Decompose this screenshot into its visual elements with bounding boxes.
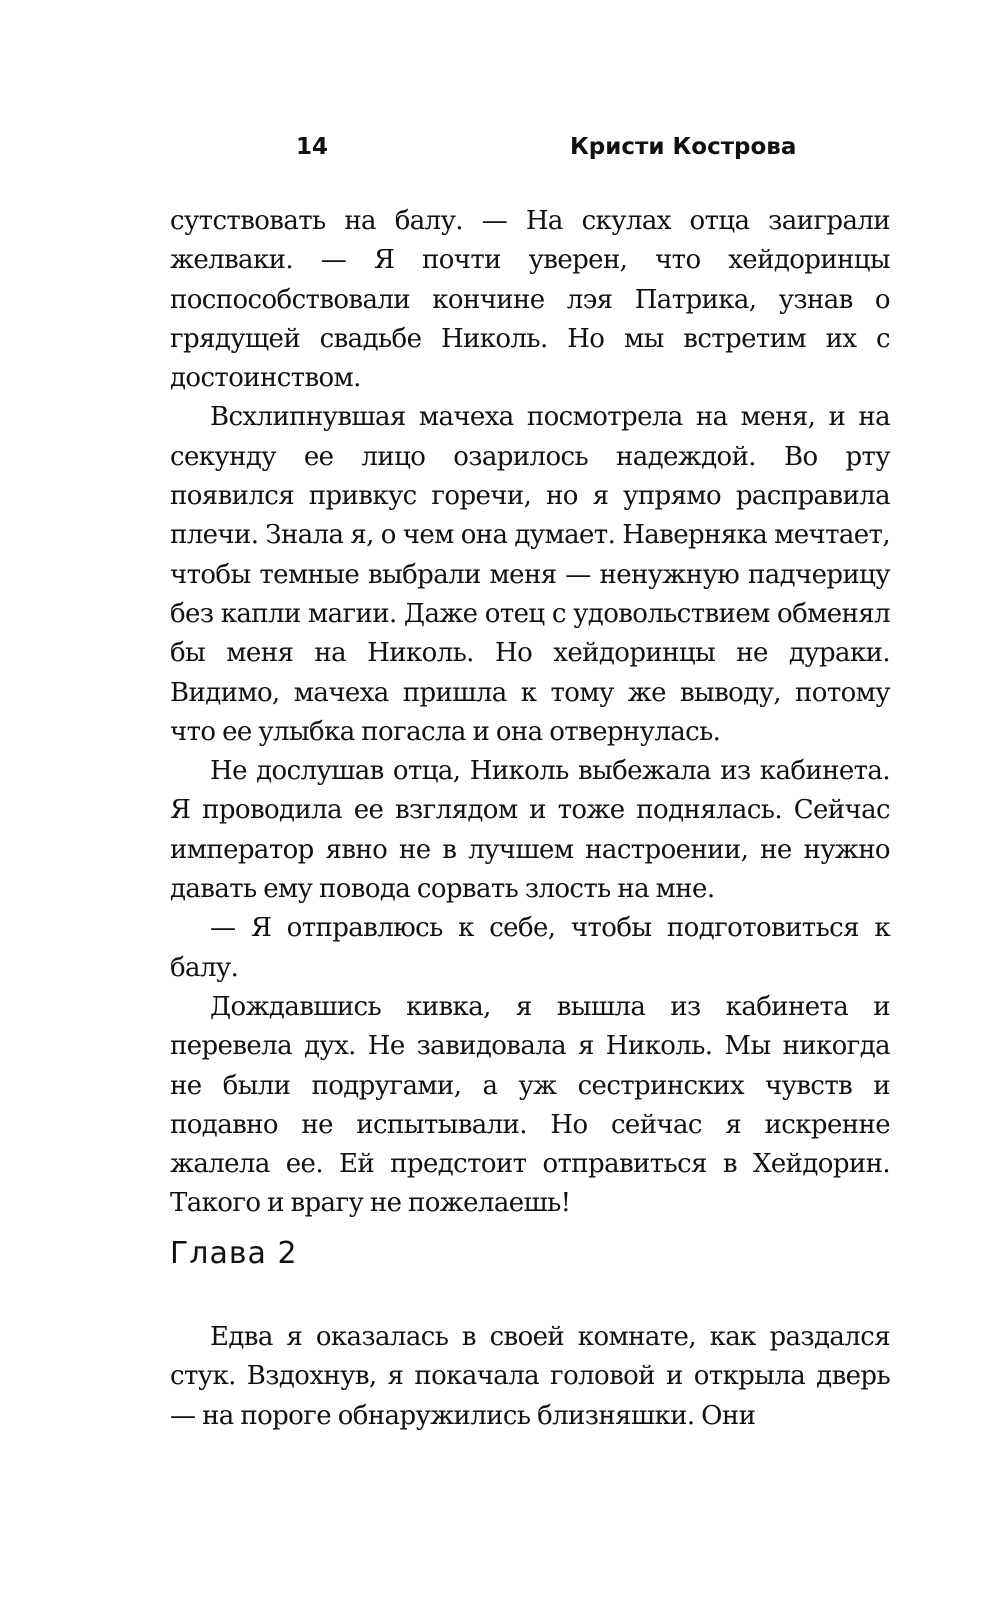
chapter-body-text [170, 1318, 890, 1436]
running-title-author: Кристи Кострова [570, 134, 797, 160]
page-number: 14 [296, 134, 329, 160]
paragraph: Не дослушав отца, Николь выбежала из кабинета. Я проводила ее взглядом и тоже поднялась. Сейчас император явно не в лучшем настроении, не нужно давать ему повода сорвать злость на мне. [170, 756, 890, 905]
chapter-heading: Глава 2 [170, 1236, 298, 1271]
paragraph: Всхлипнувшая мачеха посмотрела на меня, и на секунду ее лицо озарилось надеждой. Во рту появился привкус горечи, но я упрямо расправила плечи. Знала я, о чем она думает. Наверняка мечтает, чтобы темные выбрали меня — ненужную падчерицу без капли магии. Даже отец с удовольствием обменял бы меня на Николь. Но хейдоринцы не дураки. Видимо, мачеха пришла к тому же выводу, потому что ее улыбка погасла и она отвернулась. [170, 402, 890, 747]
paragraph-continued: сутствовать на балу. — На скулах отца заиграли желваки. — Я почти уверен, что хейдоринцы поспособствовали кончине лэя Патрика, узнав о грядущей свадьбе Николь. Но мы встретим их с достоинством. [170, 206, 890, 394]
paragraph: Едва я оказалась в своей комнате, как раздался стук. Вздохнув, я покачала головой и открыла дверь — на пороге обнаружились близняшки. Они [170, 1322, 890, 1431]
running-header [170, 128, 890, 168]
body-text [170, 202, 890, 1224]
paragraph: Дождавшись кивка, я вышла из кабинета и перевела дух. Не завидовала я Николь. Мы никогда не были подругами, а уж сестринских чувств и подавно не испытывали. Но сейчас я искренне жалела ее. Ей предстоит отправиться в Хейдорин. Такого и врагу не пожелаешь! [170, 991, 890, 1219]
paragraph-dialogue: — Я отправлюсь к себе, чтобы подготовиться к балу. [170, 913, 890, 983]
